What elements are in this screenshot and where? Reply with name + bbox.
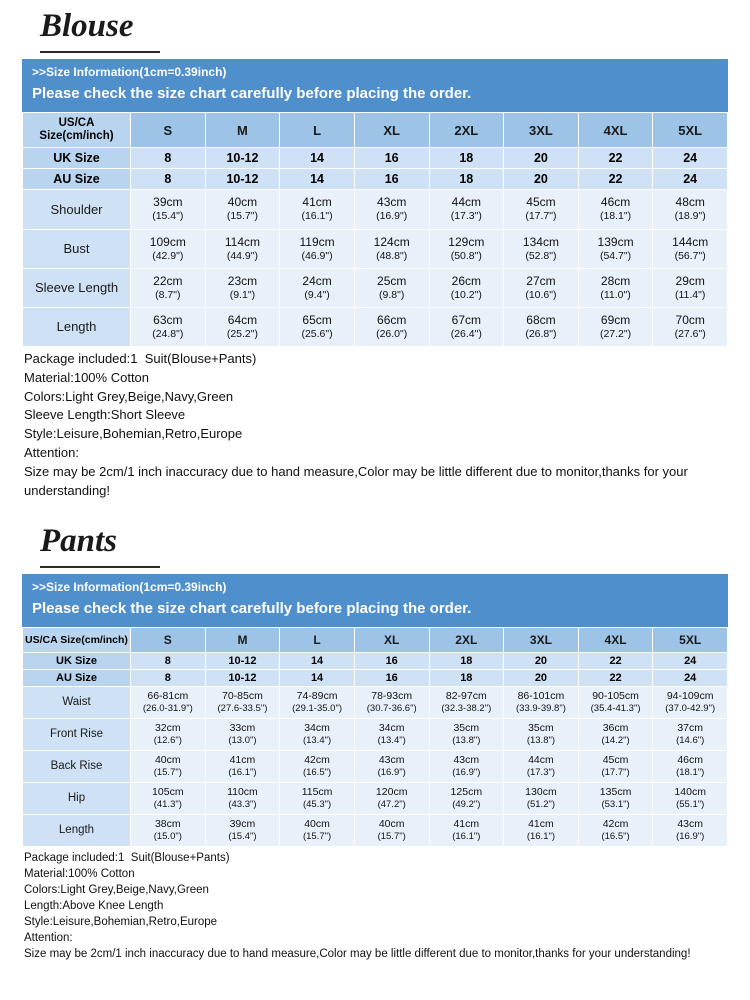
pants-row-label-hip: Hip (23, 782, 131, 814)
blouse-note-line: Sleeve Length:Short Sleeve (24, 407, 186, 423)
pants-length-s: 38cm (15.0") (131, 814, 206, 846)
blouse-shoulder-2xl: 44cm (17.3") (429, 190, 504, 229)
pants-back-rise-m: 41cm (16.1") (205, 750, 280, 782)
pants-header-size: S (131, 627, 206, 652)
pants-hip-2xl: 125cm (49.2") (429, 782, 504, 814)
pants-header-size: 2XL (429, 627, 504, 652)
blouse-bust-s: 109cm (42.9") (131, 229, 206, 268)
blouse-note-line: Style:Leisure,Bohemian,Retro,Europe (24, 426, 243, 442)
blouse-bust-l: 119cm (46.9") (280, 229, 355, 268)
pants-row-label-waist: Waist (23, 686, 131, 718)
pants-length-m: 39cm (15.4") (205, 814, 280, 846)
pants-uk-size: 10-12 (205, 652, 280, 669)
pants-uk-size: 14 (280, 652, 355, 669)
pants-uk-size: 8 (131, 652, 206, 669)
blouse-sleeve-s: 22cm (8.7") (131, 268, 206, 307)
blouse-header-size: 5XL (653, 113, 728, 148)
pants-length-l: 40cm (15.7") (280, 814, 355, 846)
pants-front-rise-4xl: 36cm (14.2") (578, 718, 653, 750)
pants-banner-size-info: >>Size Information(1cm=0.39inch) (32, 579, 227, 594)
blouse-note-line: Size may be 2cm/1 inch inaccuracy due to hand measure,Color may be little different due to monitor,thanks for your understanding! (24, 464, 692, 498)
pants-length-3xl: 41cm (16.1") (504, 814, 579, 846)
blouse-bust-3xl: 134cm (52.8") (504, 229, 579, 268)
blouse-shoulder-xl: 43cm (16.9") (354, 190, 429, 229)
blouse-sleeve-m: 23cm (9.1") (205, 268, 280, 307)
blouse-shoulder-3xl: 45cm (17.7") (504, 190, 579, 229)
pants-title-underline (40, 566, 160, 568)
pants-au-size: 14 (280, 669, 355, 686)
pants-waist-l: 74-89cm (29.1-35.0") (280, 686, 355, 718)
blouse-banner-check-notice: Please check the size chart carefully before placing the order. (32, 85, 472, 102)
pants-waist-2xl: 82-97cm (32.3-38.2") (429, 686, 504, 718)
pants-back-rise-xl: 43cm (16.9") (354, 750, 429, 782)
blouse-note-line: Attention: (24, 445, 79, 461)
blouse-uk-size: 20 (504, 148, 579, 169)
table-row (23, 190, 728, 229)
pants-front-rise-3xl: 35cm (13.8") (504, 718, 579, 750)
blouse-length-3xl: 68cm (26.8") (504, 307, 579, 346)
blouse-shoulder-l: 41cm (16.1") (280, 190, 355, 229)
pants-uk-size: 24 (653, 652, 728, 669)
pants-hip-s: 105cm (41.3") (131, 782, 206, 814)
table-row (23, 718, 728, 750)
blouse-au-label: AU Size (23, 169, 131, 190)
blouse-au-size: 8 (131, 169, 206, 190)
pants-row-label-length: Length (23, 814, 131, 846)
pants-hip-5xl: 140cm (55.1") (653, 782, 728, 814)
pants-length-2xl: 41cm (16.1") (429, 814, 504, 846)
blouse-header-size: S (131, 113, 206, 148)
pants-uk-size: 16 (354, 652, 429, 669)
pants-au-size: 18 (429, 669, 504, 686)
blouse-length-5xl: 70cm (27.6") (653, 307, 728, 346)
blouse-shoulder-5xl: 48cm (18.9") (653, 190, 728, 229)
pants-header-size: 3XL (504, 627, 579, 652)
pants-uk-size: 20 (504, 652, 579, 669)
blouse-uk-size: 8 (131, 148, 206, 169)
blouse-size-table (22, 112, 728, 347)
pants-waist-5xl: 94-109cm (37.0-42.9") (653, 686, 728, 718)
pants-uk-size: 18 (429, 652, 504, 669)
pants-au-size: 20 (504, 669, 579, 686)
pants-au-label: AU Size (23, 669, 131, 686)
blouse-header-size: 4XL (578, 113, 653, 148)
pants-au-row (23, 669, 728, 686)
blouse-length-2xl: 67cm (26.4") (429, 307, 504, 346)
blouse-header-row (23, 113, 728, 148)
blouse-bust-5xl: 144cm (56.7") (653, 229, 728, 268)
pants-back-rise-5xl: 46cm (18.1") (653, 750, 728, 782)
pants-waist-s: 66-81cm (26.0-31.9") (131, 686, 206, 718)
pants-banner-check-notice: Please check the size chart carefully before placing the order. (32, 599, 472, 617)
blouse-uk-size: 16 (354, 148, 429, 169)
blouse-sleeve-5xl: 29cm (11.4") (653, 268, 728, 307)
pants-au-size: 10-12 (205, 669, 280, 686)
blouse-bust-xl: 124cm (48.8") (354, 229, 429, 268)
pants-hip-4xl: 135cm (53.1") (578, 782, 653, 814)
blouse-au-size: 18 (429, 169, 504, 190)
blouse-row-label-sleeve-length: Sleeve Length (23, 268, 131, 307)
blouse-note-line: Material:100% Cotton (24, 369, 150, 385)
blouse-header-size: M (205, 113, 280, 148)
pants-length-xl: 40cm (15.7") (354, 814, 429, 846)
pants-header-row (23, 627, 728, 652)
blouse-header-size: 2XL (429, 113, 504, 148)
blouse-header-first-cell: US/CA Size(cm/inch) (23, 113, 131, 148)
table-row (23, 782, 728, 814)
blouse-bust-m: 114cm (44.9") (205, 229, 280, 268)
blouse-header-size: XL (354, 113, 429, 148)
pants-front-rise-l: 34cm (13.4") (280, 718, 355, 750)
pants-back-rise-3xl: 44cm (17.3") (504, 750, 579, 782)
blouse-banner (22, 59, 728, 112)
pants-notes (22, 847, 728, 963)
pants-front-rise-s: 32cm (12.6") (131, 718, 206, 750)
blouse-uk-row (23, 148, 728, 169)
table-row (23, 750, 728, 782)
blouse-length-m: 64cm (25.2") (205, 307, 280, 346)
pants-back-rise-4xl: 45cm (17.7") (578, 750, 653, 782)
blouse-header-size: 3XL (504, 113, 579, 148)
blouse-bust-2xl: 129cm (50.8") (429, 229, 504, 268)
blouse-shoulder-m: 40cm (15.7") (205, 190, 280, 229)
pants-note-line: Material:100% Cotton (24, 867, 135, 880)
pants-title: Pants (40, 522, 118, 559)
pants-uk-row (23, 652, 728, 669)
blouse-header-size: L (280, 113, 355, 148)
pants-au-size: 8 (131, 669, 206, 686)
pants-hip-l: 115cm (45.3") (280, 782, 355, 814)
pants-waist-m: 70-85cm (27.6-33.5") (205, 686, 280, 718)
pants-au-size: 24 (653, 669, 728, 686)
blouse-uk-size: 18 (429, 148, 504, 169)
blouse-note-line: Package included:1 Suit(Blouse+Pants) (24, 350, 257, 366)
pants-hip-m: 110cm (43.3") (205, 782, 280, 814)
blouse-au-row (23, 169, 728, 190)
blouse-length-l: 65cm (25.6") (280, 307, 355, 346)
blouse-uk-label: UK Size (23, 148, 131, 169)
blouse-row-label-length: Length (23, 307, 131, 346)
pants-back-rise-s: 40cm (15.7") (131, 750, 206, 782)
pants-size-table (22, 627, 728, 847)
blouse-length-s: 63cm (24.8") (131, 307, 206, 346)
pants-header-size: 4XL (578, 627, 653, 652)
blouse-row-label-shoulder: Shoulder (23, 190, 131, 229)
pants-front-rise-xl: 34cm (13.4") (354, 718, 429, 750)
blouse-banner-size-info: >>Size Information(1cm=0.39inch) (32, 65, 227, 79)
pants-uk-size: 22 (578, 652, 653, 669)
pants-hip-3xl: 130cm (51.2") (504, 782, 579, 814)
table-row (23, 268, 728, 307)
blouse-title-underline (40, 51, 160, 53)
blouse-au-size: 22 (578, 169, 653, 190)
blouse-au-size: 20 (504, 169, 579, 190)
blouse-sleeve-3xl: 27cm (10.6") (504, 268, 579, 307)
pants-note-line: Attention: (24, 932, 73, 945)
pants-note-line: Package included:1 Suit(Blouse+Pants) (24, 851, 230, 864)
pants-note-line: Style:Leisure,Bohemian,Retro,Europe (24, 916, 218, 929)
pants-section (0, 515, 750, 963)
pants-waist-4xl: 90-105cm (35.4-41.3") (578, 686, 653, 718)
pants-header-size: XL (354, 627, 429, 652)
blouse-uk-size: 14 (280, 148, 355, 169)
pants-row-label-front-rise: Front Rise (23, 718, 131, 750)
blouse-au-size: 24 (653, 169, 728, 190)
blouse-row-label-bust: Bust (23, 229, 131, 268)
blouse-au-size: 16 (354, 169, 429, 190)
table-row (23, 814, 728, 846)
pants-uk-label: UK Size (23, 652, 131, 669)
blouse-au-size: 14 (280, 169, 355, 190)
blouse-sleeve-4xl: 28cm (11.0") (578, 268, 653, 307)
blouse-sleeve-2xl: 26cm (10.2") (429, 268, 504, 307)
blouse-bust-4xl: 139cm (54.7") (578, 229, 653, 268)
blouse-title: Blouse (40, 8, 134, 44)
blouse-sleeve-l: 24cm (9.4") (280, 268, 355, 307)
blouse-au-size: 10-12 (205, 169, 280, 190)
blouse-notes (22, 347, 728, 501)
pants-note-line: Colors:Light Grey,Beige,Navy,Green (24, 883, 209, 896)
blouse-uk-size: 10-12 (205, 148, 280, 169)
pants-back-rise-2xl: 43cm (16.9") (429, 750, 504, 782)
pants-row-label-back-rise: Back Rise (23, 750, 131, 782)
pants-banner (22, 574, 728, 627)
table-row (23, 686, 728, 718)
blouse-shoulder-s: 39cm (15.4") (131, 190, 206, 229)
pants-au-size: 16 (354, 669, 429, 686)
pants-header-size: 5XL (653, 627, 728, 652)
pants-header-first-cell: US/CA Size(cm/inch) (23, 627, 131, 652)
pants-header-size: L (280, 627, 355, 652)
blouse-note-line: Colors:Light Grey,Beige,Navy,Green (24, 388, 234, 404)
pants-length-5xl: 43cm (16.9") (653, 814, 728, 846)
pants-note-line: Length:Above Knee Length (24, 899, 164, 912)
pants-front-rise-5xl: 37cm (14.6") (653, 718, 728, 750)
pants-hip-xl: 120cm (47.2") (354, 782, 429, 814)
pants-front-rise-m: 33cm (13.0") (205, 718, 280, 750)
blouse-uk-size: 22 (578, 148, 653, 169)
pants-note-line: Size may be 2cm/1 inch inaccuracy due to hand measure,Color may be little different due to monitor,thanks for your understanding! (24, 948, 691, 961)
table-row (23, 307, 728, 346)
pants-back-rise-l: 42cm (16.5") (280, 750, 355, 782)
blouse-sleeve-xl: 25cm (9.8") (354, 268, 429, 307)
pants-header-size: M (205, 627, 280, 652)
pants-au-size: 22 (578, 669, 653, 686)
pants-waist-xl: 78-93cm (30.7-36.6") (354, 686, 429, 718)
pants-length-4xl: 42cm (16.5") (578, 814, 653, 846)
pants-front-rise-2xl: 35cm (13.8") (429, 718, 504, 750)
blouse-uk-size: 24 (653, 148, 728, 169)
blouse-length-xl: 66cm (26.0") (354, 307, 429, 346)
blouse-shoulder-4xl: 46cm (18.1") (578, 190, 653, 229)
table-row (23, 229, 728, 268)
pants-waist-3xl: 86-101cm (33.9-39.8") (504, 686, 579, 718)
blouse-length-4xl: 69cm (27.2") (578, 307, 653, 346)
